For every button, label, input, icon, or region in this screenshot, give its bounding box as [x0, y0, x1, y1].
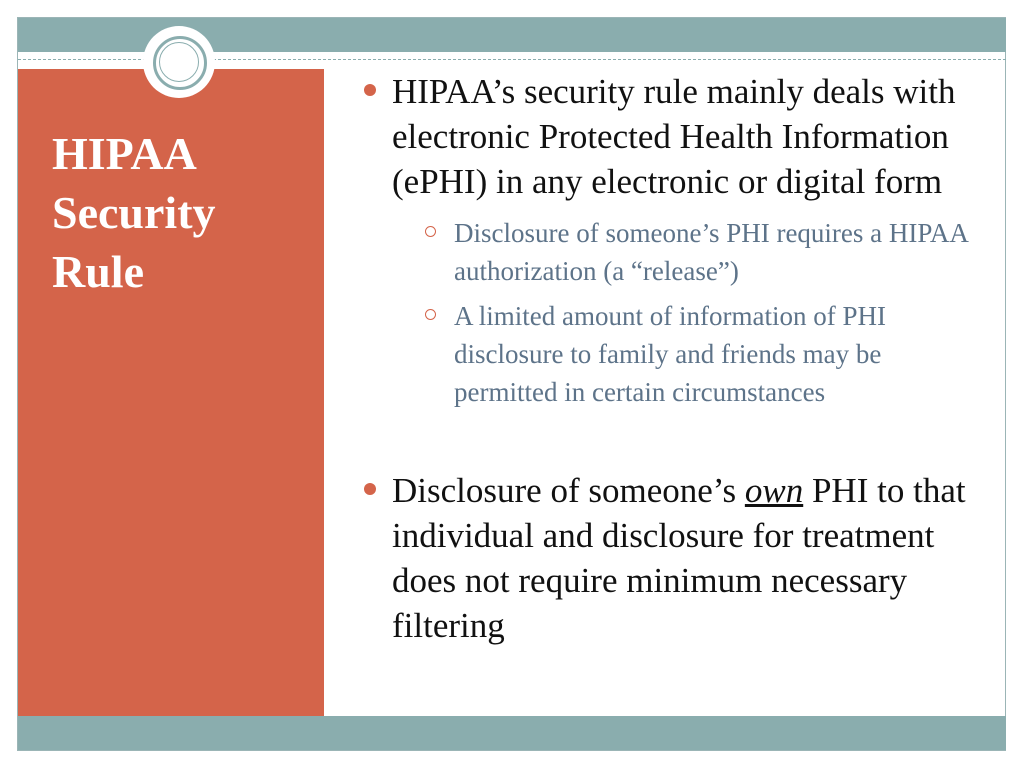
sub-bullet-text: A limited amount of information of PHI disclosure to family and friends may be permitted in certain circumstances	[454, 301, 886, 407]
sub-bullet-ring-icon	[425, 226, 436, 237]
bullet-item	[360, 69, 990, 411]
ornament-ring-inner	[159, 42, 199, 82]
bullet-text-before: Disclosure of someone’s	[392, 471, 745, 510]
bullet-emphasis: own	[744, 471, 804, 510]
sub-bullet-text: Disclosure of someone’s PHI requires a HIPAA authorization (a “release”)	[454, 218, 968, 286]
circle-ornament-icon	[143, 26, 215, 98]
content-area	[360, 69, 990, 648]
slide-title: HIPAA Security Rule	[52, 128, 216, 297]
bullet-text: HIPAA’s security rule mainly deals with electronic Protected Health Information (ePHI) in any electronic or digital form	[392, 72, 956, 201]
sub-bullet-item	[422, 297, 990, 411]
sub-list	[392, 214, 990, 411]
bullet-dot-icon	[364, 483, 376, 495]
sub-bullet-item	[422, 214, 990, 290]
bullet-text-after: PHI to that individual and disclosure for treatment does not require minimum necessary filtering	[392, 471, 966, 645]
bullet-item	[360, 468, 990, 648]
bullet-dot-icon	[364, 84, 376, 96]
sub-bullet-ring-icon	[425, 309, 436, 320]
bottom-band	[18, 716, 1006, 750]
ornament-ring	[153, 36, 207, 90]
